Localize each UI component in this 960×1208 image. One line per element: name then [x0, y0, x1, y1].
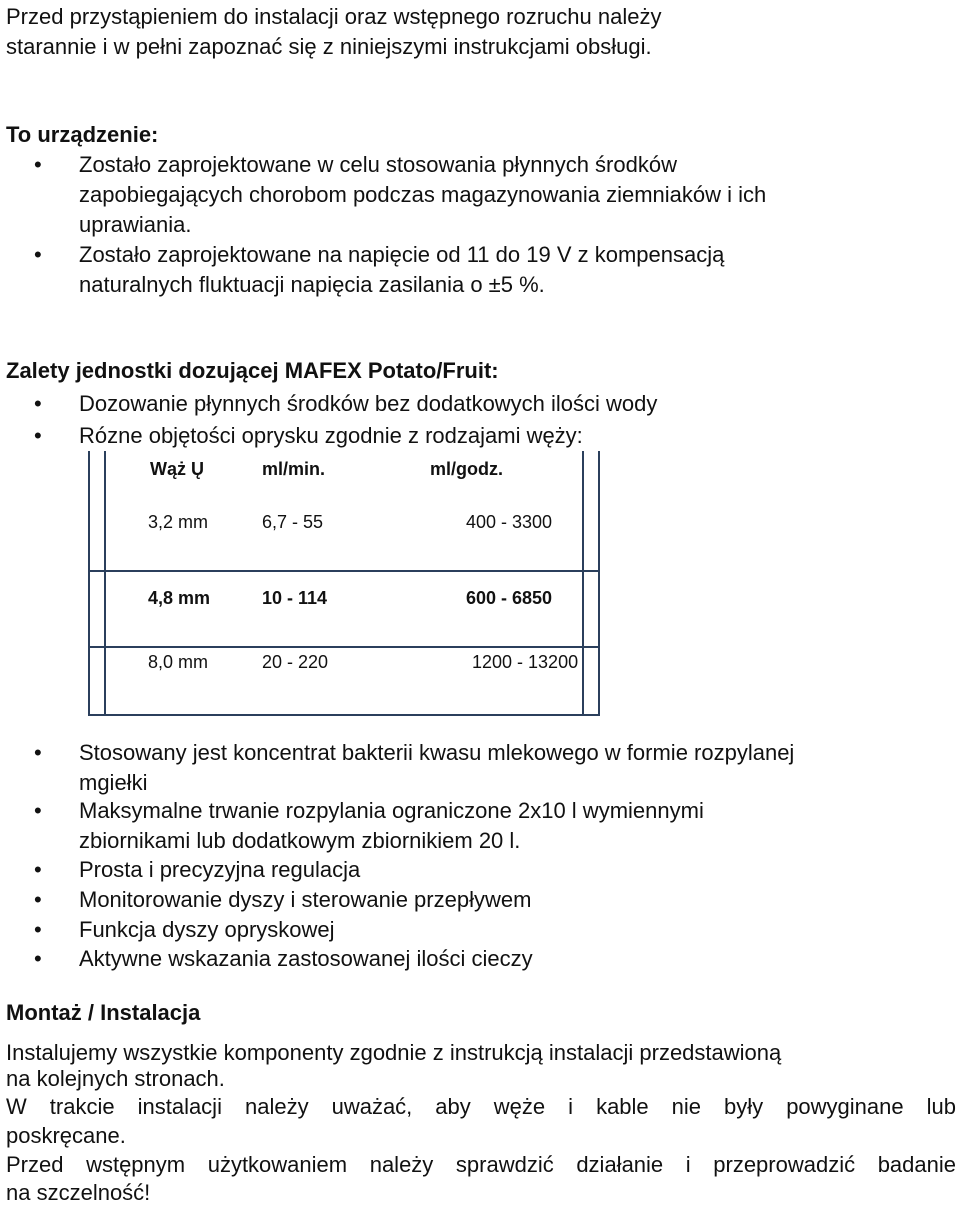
bullet-icon: •: [34, 798, 42, 823]
table-cell: 10 - 114: [262, 588, 328, 608]
installation-heading: Montaż / Instalacja: [6, 1000, 201, 1025]
bullet-text: Maksymalne trwanie rozpylania ograniczone 2x10 l wymiennymi: [79, 798, 704, 823]
installation-paragraph: na kolejnych stronach.: [6, 1066, 225, 1091]
intro-line-1: Przed przystąpieniem do instalacji oraz wstępnego rozruchu należy: [6, 4, 662, 29]
bullet-text: Prosta i precyzyjna regulacja: [79, 857, 361, 882]
table-cell: 4,8 mm: [148, 588, 211, 608]
table-border: [88, 714, 598, 716]
bullet-text: Funkcja dyszy opryskowej: [79, 917, 335, 942]
table-border: [88, 451, 90, 716]
table-cell: 1200 - 13200: [472, 652, 579, 672]
installation-paragraph: Instalujemy wszystkie komponenty zgodnie z instrukcją instalacji przedstawioną: [6, 1040, 782, 1065]
device-heading: To urządzenie:: [6, 122, 159, 147]
bullet-text: naturalnych fluktuacji napięcia zasilania o ±5 %.: [79, 272, 545, 297]
bullet-icon: •: [34, 887, 42, 912]
table-header: ml/min.: [262, 459, 326, 479]
table-cell: 3,2 mm: [148, 512, 209, 532]
table-cell: 400 - 3300: [466, 512, 553, 532]
bullet-icon: •: [34, 857, 42, 882]
installation-paragraph: Przed wstępnym użytkowaniem należy sprawdzić działanie i przeprowadzić badanie: [6, 1152, 956, 1177]
bullet-icon: •: [34, 423, 42, 448]
advantages-heading: Zalety jednostki dozującej MAFEX Potato/Fruit:: [6, 358, 499, 383]
installation-paragraph: na szczelność!: [6, 1180, 151, 1205]
table-header: ml/godz.: [430, 459, 503, 479]
bullet-text: Rózne objętości oprysku zgodnie z rodzajami węży:: [79, 423, 583, 448]
bullet-text: uprawiania.: [79, 212, 192, 237]
bullet-icon: •: [34, 917, 42, 942]
bullet-text: Aktywne wskazania zastosowanej ilości cieczy: [79, 946, 533, 971]
intro-line-2: starannie i w pełni zapoznać się z niniejszymi instrukcjami obsługi.: [6, 34, 652, 59]
table-cell: 20 - 220: [262, 652, 329, 672]
bullet-text: Zostało zaprojektowane na napięcie od 11 do 19 V z kompensacją: [79, 242, 725, 267]
table-header: Wąż Ų: [150, 459, 204, 479]
bullet-text: mgiełki: [79, 770, 148, 795]
table-border: [598, 451, 600, 716]
table-border: [88, 570, 598, 572]
bullet-text: zapobiegających chorobom podczas magazynowania ziemniaków i ich: [79, 182, 767, 207]
bullet-icon: •: [34, 391, 42, 416]
bullet-text: Dozowanie płynnych środków bez dodatkowych ilości wody: [79, 391, 658, 416]
bullet-icon: •: [34, 152, 42, 177]
table-cell: 6,7 - 55: [262, 512, 324, 532]
table-cell: 600 - 6850: [466, 588, 553, 608]
table-border: [582, 451, 584, 716]
bullet-text: Stosowany jest koncentrat bakterii kwasu mlekowego w formie rozpylanej: [79, 740, 795, 765]
installation-paragraph: W trakcie instalacji należy uważać, aby węże i kable nie były powyginane lub: [6, 1094, 956, 1119]
bullet-icon: •: [34, 740, 42, 765]
table-cell: 8,0 mm: [148, 652, 209, 672]
bullet-text: Monitorowanie dyszy i sterowanie przepływem: [79, 887, 532, 912]
table-border: [88, 646, 598, 648]
bullet-text: zbiornikami lub dodatkowym zbiornikiem 20 l.: [79, 828, 521, 853]
bullet-text: Zostało zaprojektowane w celu stosowania płynnych środków: [79, 152, 677, 177]
bullet-icon: •: [34, 946, 42, 971]
bullet-icon: •: [34, 242, 42, 267]
installation-paragraph: poskręcane.: [6, 1123, 126, 1148]
table-border: [104, 451, 106, 716]
